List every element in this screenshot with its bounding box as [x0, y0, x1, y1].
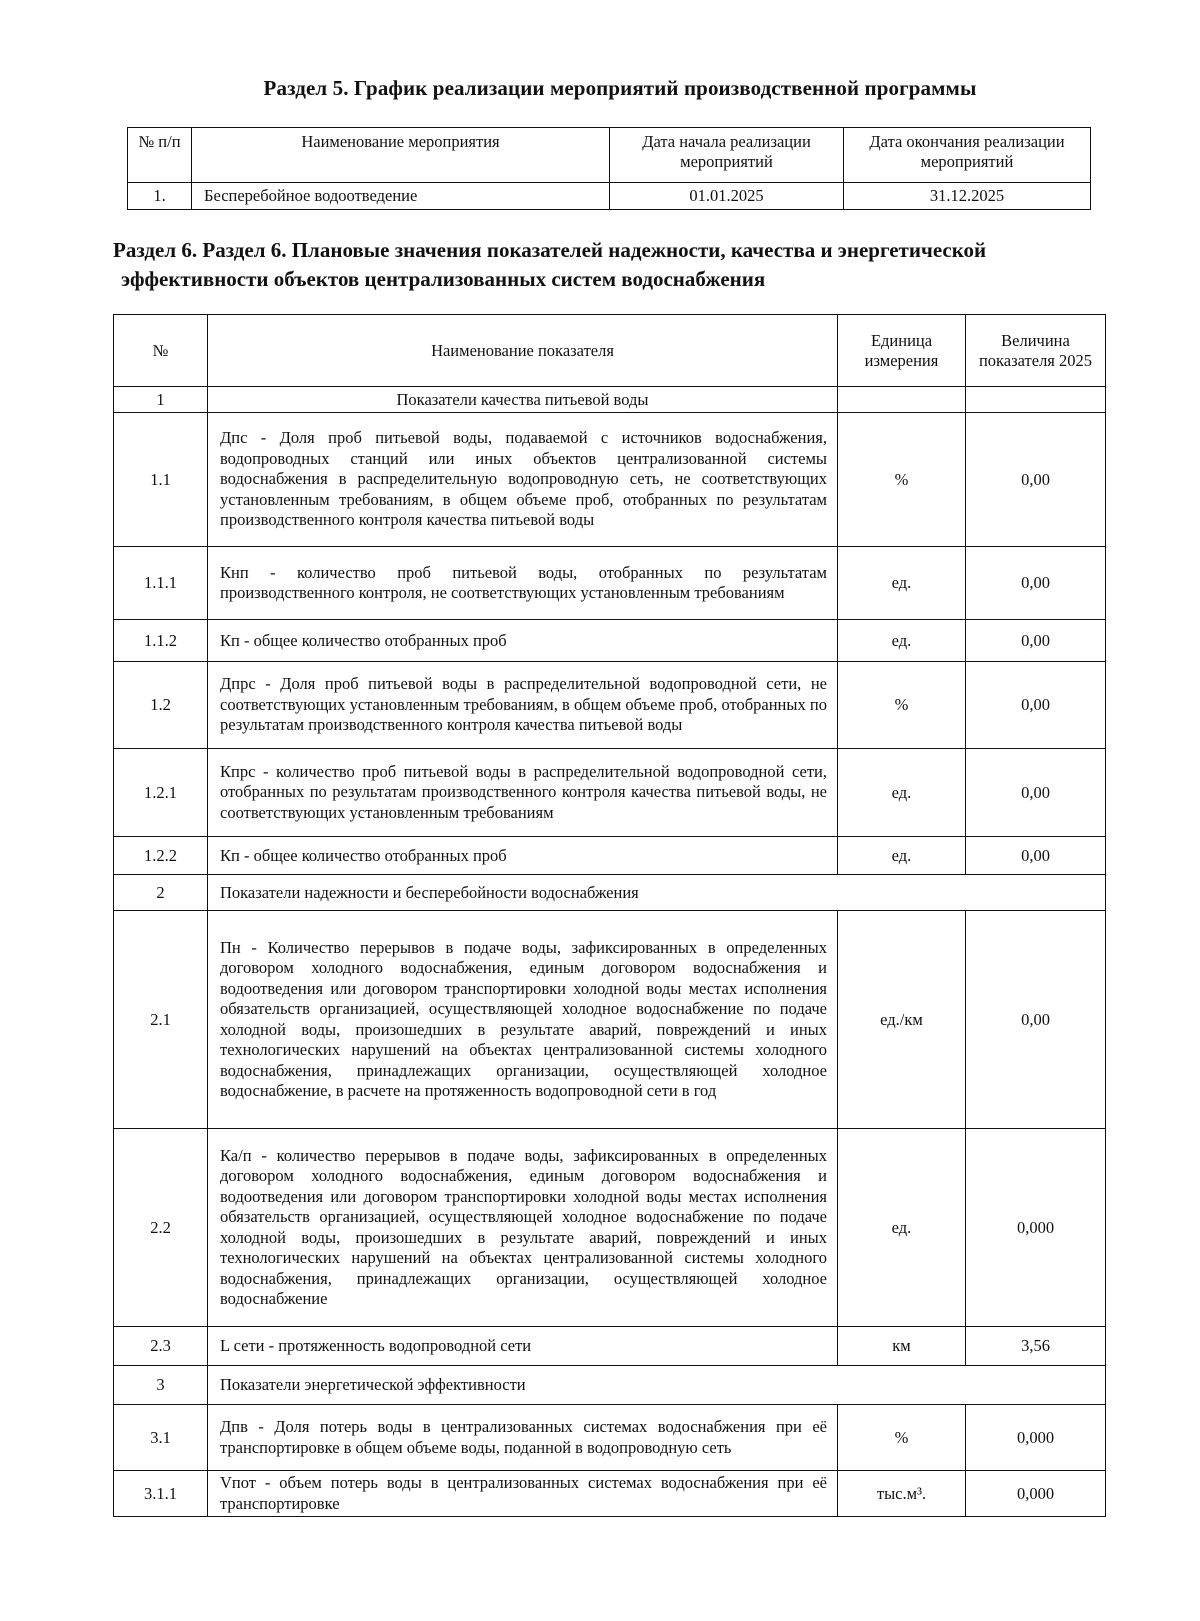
- row-unit: ед.: [838, 547, 966, 620]
- row-num: 3: [114, 1366, 208, 1405]
- row-name: Дпс - Доля проб питьевой воды, подаваемой с источников водоснабжения, водопроводных станций или иных объектов централизованной системы водоснабжения в распределительную водопроводную сеть, не соответствующих установленным требованиям, в общем объеме проб, отобранных по результатам производственного контроля качества питьевой воды: [208, 413, 838, 547]
- row-value: 0,00: [966, 749, 1106, 837]
- row-name: Vпот - объем потерь воды в централизованных системах водоснабжения при её транспортировке: [208, 1471, 838, 1517]
- row-name: Дпрс - Доля проб питьевой воды в распределительной водопроводной сети, не соответствующих установленным требованиям, в общем объеме проб, отобранных по результатам производственного контроля качества питьевой воды: [208, 662, 838, 749]
- row-unit: %: [838, 662, 966, 749]
- row-value: 0,00: [966, 620, 1106, 662]
- section5-title: Раздел 5. График реализации мероприятий производственной программы: [263, 76, 977, 100]
- section5-table: [127, 127, 1091, 210]
- row-num: 1.2.1: [114, 749, 208, 837]
- row-value: 0,000: [966, 1129, 1106, 1327]
- table-row: [114, 413, 1106, 547]
- row-name: L сети - протяженность водопроводной сети: [208, 1327, 838, 1366]
- row-unit: %: [838, 413, 966, 547]
- header-num: № п/п: [128, 128, 192, 183]
- section6-title-line2: эффективности объектов централизованных систем водоснабжения: [121, 267, 766, 291]
- row-value: 0,00: [966, 837, 1106, 875]
- section6-table: [113, 314, 1106, 1517]
- row-unit: ед.: [838, 1129, 966, 1327]
- row-value: 0,000: [966, 1405, 1106, 1471]
- table-row: [114, 1327, 1106, 1366]
- table-row: [114, 749, 1106, 837]
- row-name: Показатели надежности и бесперебойности водоснабжения: [208, 875, 1106, 911]
- header-unit: Единица измерения: [838, 315, 966, 387]
- row-name: Показатели качества питьевой воды: [208, 387, 838, 413]
- row-num: 1.2.2: [114, 837, 208, 875]
- table-row: [114, 620, 1106, 662]
- row-num: 3.1: [114, 1405, 208, 1471]
- row-num: 1.1: [114, 413, 208, 547]
- row-end-date: 31.12.2025: [844, 183, 1091, 210]
- row-num: 2: [114, 875, 208, 911]
- row-num: 2.3: [114, 1327, 208, 1366]
- row-name: Кпрс - количество проб питьевой воды в распределительной водопроводной сети, отобранных по результатам производственного контроля качества питьевой воды, не соответствующих установленным требованиям: [208, 749, 838, 837]
- row-num: 1.: [128, 183, 192, 210]
- section6-title: [113, 236, 1103, 294]
- row-value: 0,000: [966, 1471, 1106, 1517]
- row-unit: ед.: [838, 620, 966, 662]
- row-name: Дпв - Доля потерь воды в централизованных системах водоснабжения при её транспортировке в общем объеме воды, поданной в водопроводную сеть: [208, 1405, 838, 1471]
- row-value: [966, 387, 1106, 413]
- row-num: 1.2: [114, 662, 208, 749]
- header-start-date: Дата начала реализации мероприятий: [610, 128, 844, 183]
- row-name: Бесперебойное водоотведение: [192, 183, 610, 210]
- row-value: 0,00: [966, 413, 1106, 547]
- row-unit: %: [838, 1405, 966, 1471]
- table-row: [114, 1405, 1106, 1471]
- table-row: [114, 911, 1106, 1129]
- table-row: [114, 1366, 1106, 1405]
- row-value: 0,00: [966, 547, 1106, 620]
- row-name: Кнп - количество проб питьевой воды, отобранных по результатам производственного контроля, не соответствующих установленным требованиям: [208, 547, 838, 620]
- table-row: [114, 547, 1106, 620]
- row-value: 0,00: [966, 911, 1106, 1129]
- row-name: Показатели энергетической эффективности: [208, 1366, 1106, 1405]
- section6-title-line1: Раздел 6. Раздел 6. Плановые значения показателей надежности, качества и энергетической: [113, 238, 987, 262]
- table-row: [114, 875, 1106, 911]
- row-num: 2.1: [114, 911, 208, 1129]
- row-num: 3.1.1: [114, 1471, 208, 1517]
- row-name: Пн - Количество перерывов в подаче воды, зафиксированных в определенных договором холодного водоснабжения, единым договором водоснабжения и водоотведения или договором транспортировки холодной воды местах исполнения обязательств организацией, осуществляющей холодное водоснабжение по подаче холодной воды, произошедших в результате аварий, повреждений и иных технологических нарушений на объектах централизованной системы холодного водоснабжения, принадлежащих организации, осуществляющей холодное водоснабжение, в расчете на протяженность водопроводной сети в год: [208, 911, 838, 1129]
- table-row: [114, 1471, 1106, 1517]
- row-start-date: 01.01.2025: [610, 183, 844, 210]
- row-name: Ка/п - количество перерывов в подаче воды, зафиксированных в определенных договором холодного водоснабжения, единым договором водоснабжения и водоотведения или договором транспортировки холодной воды местах исполнения обязательств организацией, осуществляющей холодное водоснабжение по подаче холодной воды, произошедших в результате аварий, повреждений и иных технологических нарушений на объектах централизованной системы холодного водоснабжения, принадлежащих организации, осуществляющей холодное водоснабжение: [208, 1129, 838, 1327]
- table-row: [114, 1129, 1106, 1327]
- row-unit: ед.: [838, 749, 966, 837]
- table-row: [114, 837, 1106, 875]
- row-name: Кп - общее количество отобранных проб: [208, 620, 838, 662]
- row-num: 2.2: [114, 1129, 208, 1327]
- row-unit: ед./км: [838, 911, 966, 1129]
- row-name: Кп - общее количество отобранных проб: [208, 837, 838, 875]
- header-num: №: [114, 315, 208, 387]
- header-end-date: Дата окончания реализации мероприятий: [844, 128, 1091, 183]
- table-row: [114, 387, 1106, 413]
- row-unit: [838, 387, 966, 413]
- row-num: 1: [114, 387, 208, 413]
- row-num: 1.1.2: [114, 620, 208, 662]
- row-value: 3,56: [966, 1327, 1106, 1366]
- row-unit: км: [838, 1327, 966, 1366]
- header-value: Величина показателя 2025: [966, 315, 1106, 387]
- header-name: Наименование мероприятия: [192, 128, 610, 183]
- row-value: 0,00: [966, 662, 1106, 749]
- row-num: 1.1.1: [114, 547, 208, 620]
- table-row: [128, 183, 1091, 210]
- header-name: Наименование показателя: [208, 315, 838, 387]
- table-row: [114, 662, 1106, 749]
- row-unit: тыс.м³.: [838, 1471, 966, 1517]
- row-unit: ед.: [838, 837, 966, 875]
